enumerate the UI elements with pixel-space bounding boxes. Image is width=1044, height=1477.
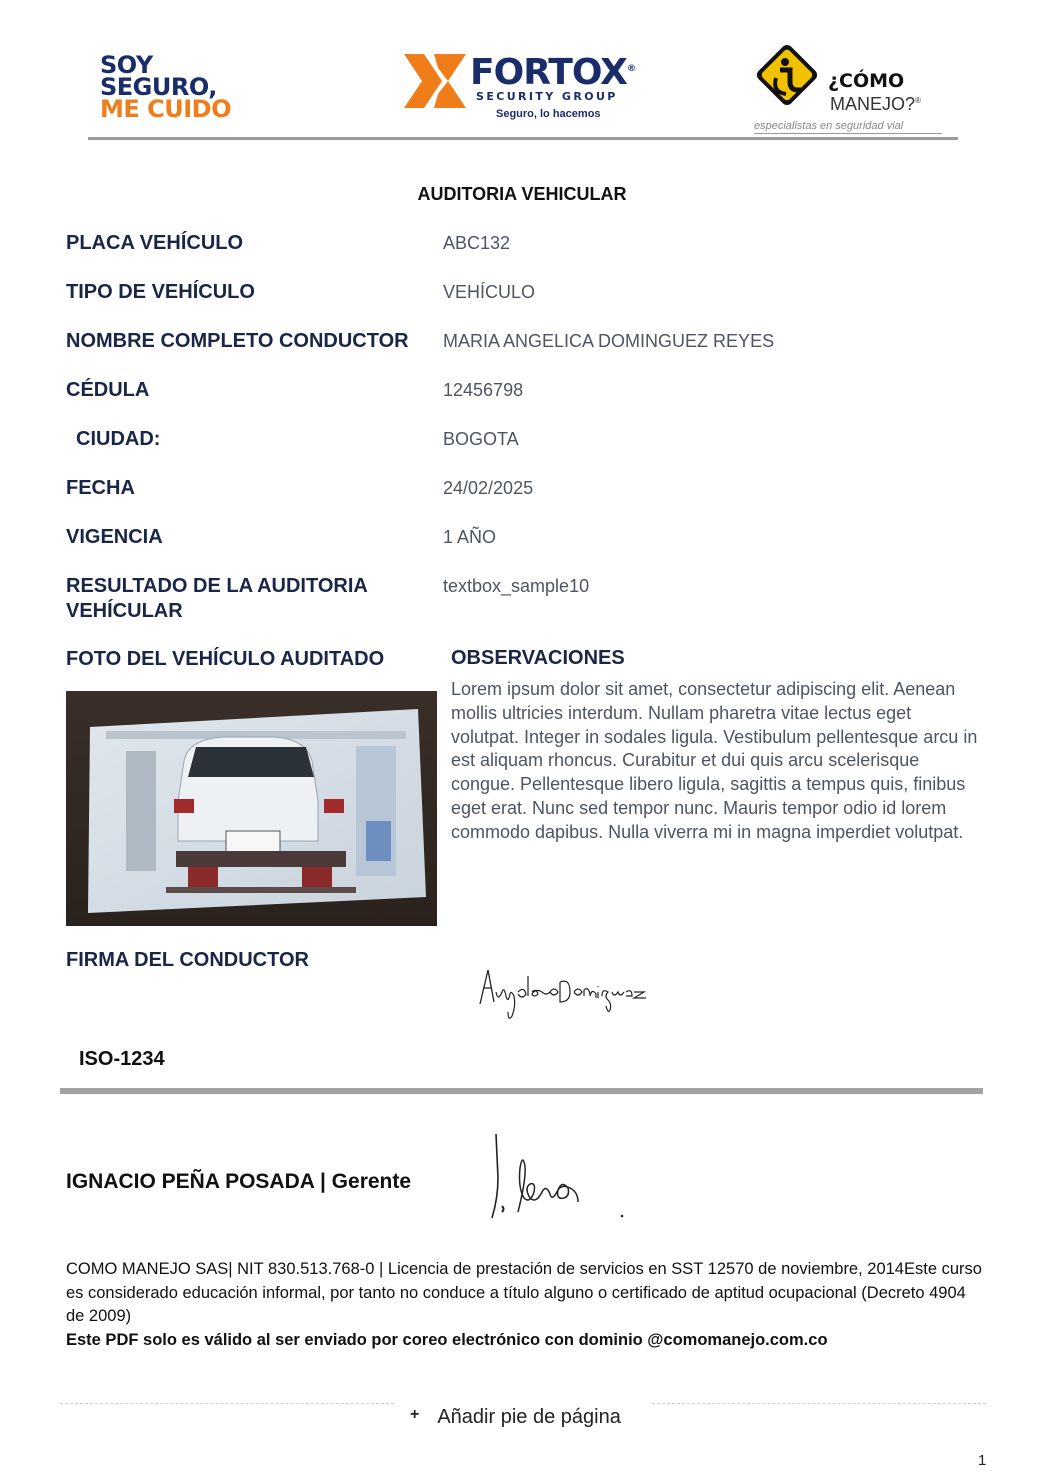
- como-manejo-logo: [750, 42, 950, 138]
- fortox-x-icon: [404, 54, 466, 108]
- field-label-resultado: RESULTADO DE LA AUDITORIA VEHÍCULAR: [66, 575, 368, 622]
- field-value-fecha: 24/02/2025: [443, 478, 534, 498]
- field-label-ciudad: CIUDAD:: [76, 428, 161, 450]
- field-label-fecha: FECHA: [66, 477, 135, 499]
- footer-dashed-line-right: [652, 1403, 986, 1404]
- field-label-vigencia: VIGENCIA: [66, 526, 163, 548]
- observations-title: OBSERVACIONES: [451, 647, 625, 669]
- header-logos: [88, 40, 958, 140]
- field-value-cedula: 12456798: [443, 380, 524, 400]
- soy-seguro-logo: [100, 51, 270, 134]
- field-label-conductor: NOMBRE COMPLETO CONDUCTOR: [66, 330, 409, 352]
- footer-validity-note: Este PDF solo es válido al ser enviado por coreo electrónico con dominio @comomanejo.com.co: [66, 1331, 828, 1349]
- field-label-placa: PLACA VEHÍCULO: [66, 232, 244, 254]
- document-title: AUDITORIA VEHICULAR: [417, 184, 627, 204]
- footer-legal-text: COMO MANEJO SAS| NIT 830.513.768-0 | Licencia de prestación de servicios en SST 12570 de noviembre, 2014Este curso es considerado educación informal, por tanto no conduce a título alguno o certificado de aptitud ocupacional (Decreto 4904 de 2009): [66, 1260, 982, 1326]
- fortox-subtitle: SECURITY GROUP: [476, 90, 618, 103]
- manejo-title: MANEJO?®: [830, 94, 921, 114]
- fortox-name: FORTOX®: [470, 52, 635, 93]
- signature-label: FIRMA DEL CONDUCTOR: [66, 949, 309, 971]
- fortox-logo: [404, 54, 634, 134]
- plus-icon: +: [410, 1406, 420, 1423]
- page-number: 1: [978, 1452, 987, 1469]
- section-divider: [60, 1088, 983, 1094]
- como-title: ¿CÓMO: [828, 70, 905, 92]
- iso-code: ISO-1234: [79, 1048, 165, 1070]
- fortox-tagline: Seguro, lo hacemos: [496, 108, 601, 120]
- soy-seguro-line-1: SOY: [100, 51, 153, 79]
- driver-signature: [476, 962, 652, 1022]
- photo-label: FOTO DEL VEHÍCULO AUDITADO: [66, 648, 385, 670]
- vehicle-photo: [66, 691, 437, 926]
- field-value-resultado: textbox_sample10: [443, 576, 590, 596]
- field-value-ciudad: BOGOTA: [443, 429, 519, 449]
- header-divider: [88, 137, 958, 140]
- add-footer-button[interactable]: [410, 1402, 621, 1432]
- warning-sign-icon: [754, 42, 820, 108]
- field-value-vigencia: 1 AÑO: [443, 527, 497, 547]
- add-footer-label: Añadir pie de página: [437, 1405, 621, 1428]
- field-value-placa: ABC132: [443, 233, 511, 253]
- observations-text: Lorem ipsum dolor sit amet, consectetur adipiscing elit. Aenean mollis ultricies interdum. Nullam pharetra vitae lectus eget volutpat. Integer in sodales ligula. Vestibulum pellentesque arcu in est aliquam rhoncus. Curabitur et dui quis arcu scelerisque congue. Pellentesque libero ligula, sagittis a tempus quis, finibus eget erat. Nunc sed tempor nunc. Mauris tempor odio id lorem commodo dapibus. Nulla viverra mi in magna imperdiet volutpat.: [451, 679, 978, 842]
- soy-seguro-line-3: ME CUIDO: [100, 95, 231, 123]
- footer-dashed-line-left: [60, 1403, 394, 1404]
- field-value-conductor: MARIA ANGELICA DOMINGUEZ REYES: [443, 331, 775, 351]
- soy-seguro-line-2: SEGURO,: [100, 73, 217, 101]
- como-tagline: especialistas en seguridad vial: [754, 120, 942, 134]
- manager-name: IGNACIO PEÑA POSADA | Gerente: [66, 1170, 412, 1193]
- field-label-cedula: CÉDULA: [66, 379, 150, 401]
- field-label-tipo: TIPO DE VEHÍCULO: [66, 281, 255, 303]
- field-value-tipo: VEHÍCULO: [443, 282, 536, 302]
- manager-signature: [484, 1130, 634, 1225]
